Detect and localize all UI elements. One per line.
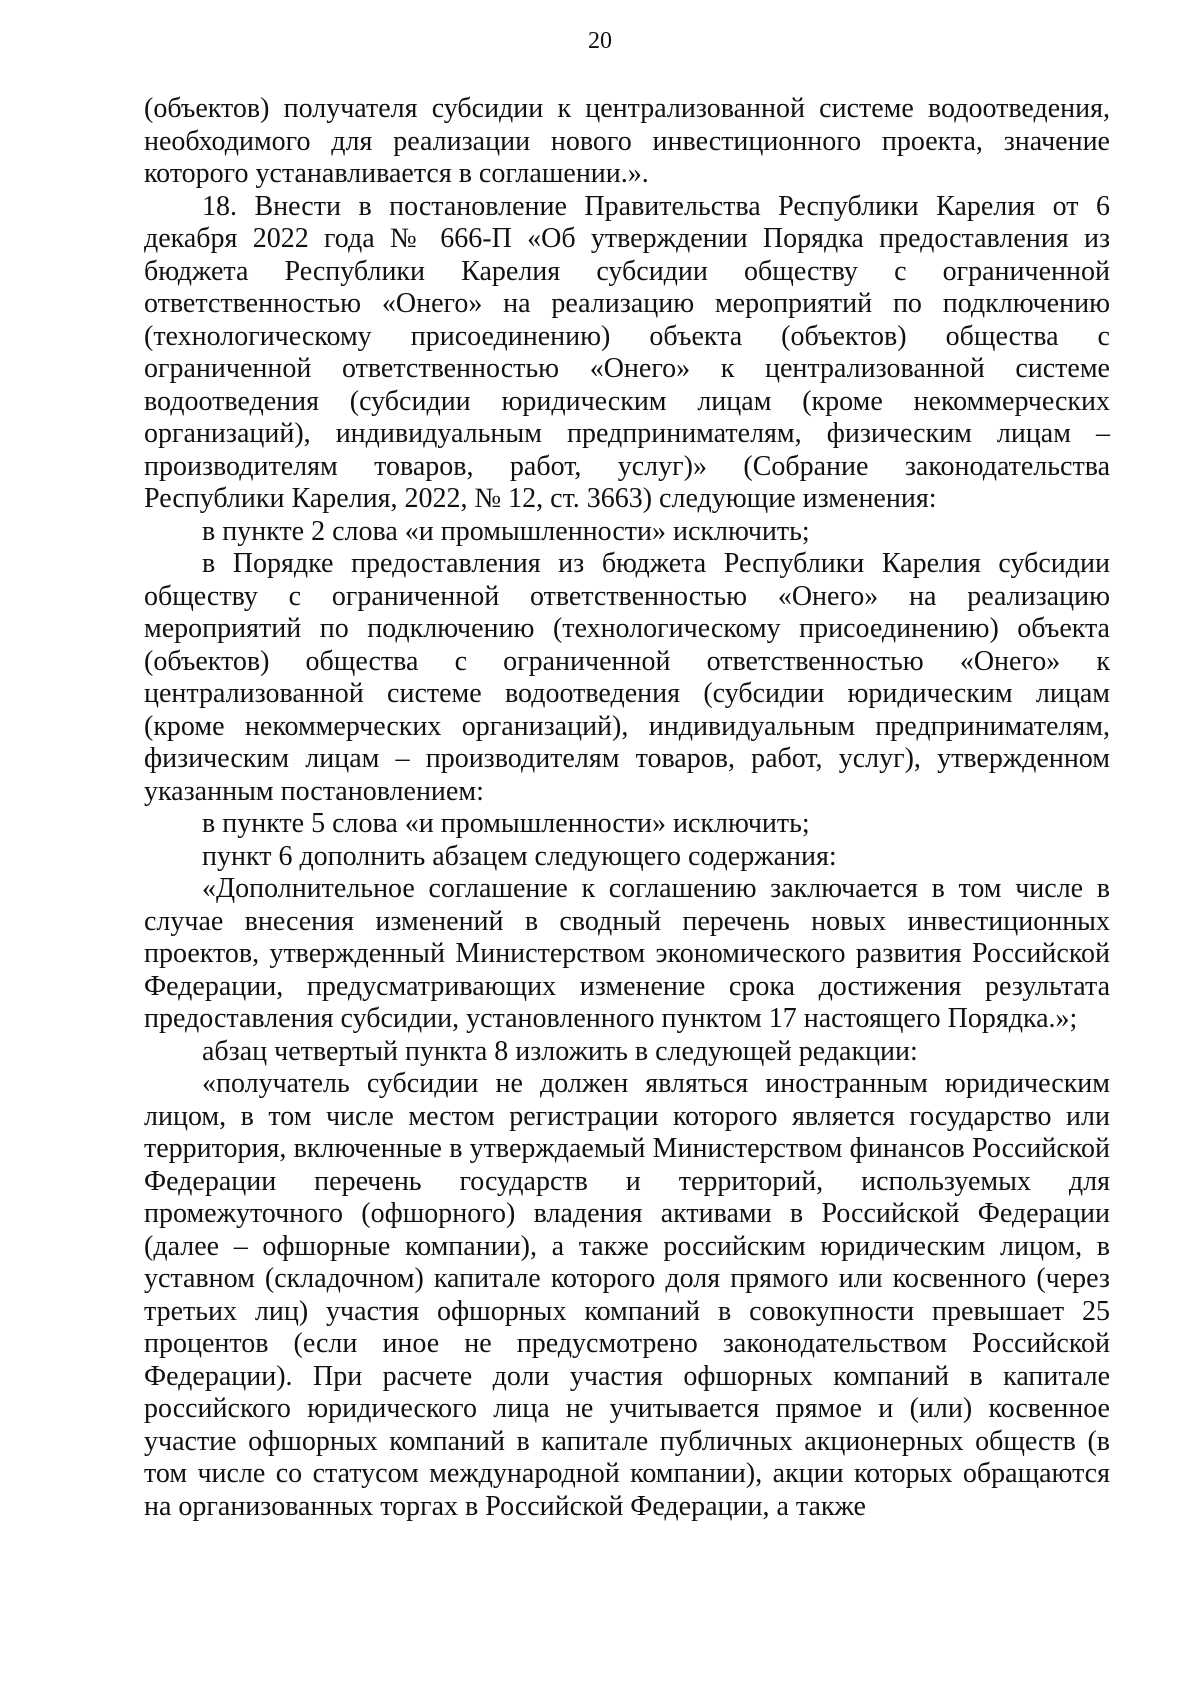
page-number: 20 [588,28,612,54]
paragraph-continuation: (объектов) получателя субсидии к централизованной системе водоотведения, необходимого для реализации нового инвестиционного проекта, значение которого устанавливается в соглашении.». [144,93,1110,189]
paragraph-point-5-change: в пункте 5 слова «и промышленности» исключить; [202,808,810,839]
paragraph-point-2-change: в пункте 2 слова «и промышленности» исключить; [202,515,810,547]
paragraph-point-6-addition: пункт 6 дополнить абзацем следующего содержания: [202,840,837,872]
document-body [144,93,1110,1523]
paragraph-procedure-changes: в Порядке предоставления из бюджета Республики Карелия субсидии обществу с ограниченной ответственностью «Онего» на реализацию мероприятий по подключению (технологическому присоединению) объекта (объектов) общества с ограниченной ответственностью «Онего» к централизованной системе водоотведения (субсидии юридическим лицам (кроме некоммерческих организаций), индивидуальным предпринимателям, физическим лицам – производителям товаров, работ, услуг), утвержденном указанным постановлением: [144,548,1110,807]
paragraph-additional-agreement: «Дополнительное соглашение к соглашению заключается в том числе в случае внесения изменений в сводный перечень новых инвестиционных проектов, утвержденный Министерством экономического развития Российской Федерации, предусматривающих изменение срока достижения результата предоставления субсидии, установленного пунктом 17 настоящего Порядка.»; [144,873,1110,1034]
paragraph-point-8-change: абзац четвертый пункта 8 изложить в следующей редакции: [202,1035,918,1067]
paragraph-recipient-requirements: «получатель субсидии не должен являться иностранным юридическим лицом, в том числе местом регистрации которого является государство или территория, включенные в утверждаемый Министерством финансов Российской Федерации перечень государств и территорий, используемых для промежуточного (офшорного) владения активами в Российской Федерации (далее – офшорные компании), а также российским юридическим лицом, в уставном (складочном) капитале которого доля прямого или косвенного (через третьих лиц) участия офшорных компаний в совокупности превышает 25 процентов (если иное не предусмотрено законодательством Российской Федерации). При расчете доли участия офшорных компаний в капитале российского юридического лица не учитывается прямое и (или) косвенное участие офшорных компаний в капитале публичных акционерных обществ (в том числе со статусом международной компании), акции которых обращаются на организованных торгах в Российской Федерации, а также [144,1068,1110,1522]
paragraph-item-18: 18. Внести в постановление Правительства Республики Карелия от 6 декабря 2022 года № 666-П «Об утверждении Порядка предоставления из бюджета Республики Карелия субсидии обществу с ограниченной ответственностью «Онего» на реализацию мероприятий по подключению (технологическому присоединению) объекта (объектов) общества с ограниченной ответственностью «Онего» к централизованной системе водоотведения (субсидии юридическим лицам (кроме некоммерческих организаций), индивидуальным предпринимателям, физическим лицам – производителям товаров, работ, услуг)» (Собрание законодательства Республики Карелия, 2022, № 12, ст. 3663) следующие изменения: [144,190,1110,514]
